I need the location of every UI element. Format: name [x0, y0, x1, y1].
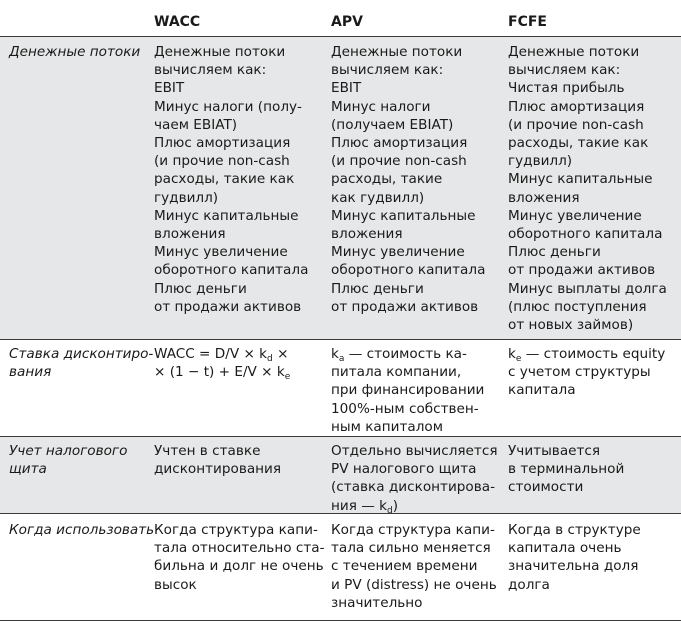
text-line: от новых займов): [508, 317, 634, 334]
subscript: e: [284, 372, 291, 383]
row-label-cash-flows: [9, 43, 140, 61]
cell-discount-rate-fcfe: [508, 345, 665, 400]
label-line: Денежные потоки: [9, 44, 141, 60]
label-line: Когда использовать: [9, 522, 155, 538]
formula-text: × (1 − t) + E/V × k: [154, 364, 285, 381]
formula-text: k: [508, 346, 516, 362]
text-line: Минус капитальные: [508, 171, 653, 188]
label-line: вания: [9, 364, 52, 381]
text-line: бильна и долг не очень: [154, 558, 324, 575]
formula-line: [154, 363, 290, 381]
cell-cash-flows-apv: [331, 43, 485, 316]
cell-when-to-use-wacc: [154, 521, 324, 594]
text-line: [331, 345, 484, 363]
text-line: (плюс поступления: [508, 298, 647, 315]
text-line: Когда в структуре: [508, 522, 641, 538]
formula-text: — стоимость ка-: [344, 346, 467, 362]
text-line: Денежные потоки: [154, 44, 286, 60]
text-line: при финансировании: [331, 382, 485, 399]
text-line: Плюс амортизация: [331, 135, 468, 152]
text-line: EBIT: [154, 80, 185, 97]
text-line: ным капиталом: [331, 418, 443, 435]
formula-text: ния — k: [331, 497, 388, 514]
formula-text: ): [392, 497, 399, 514]
text-line: расходы, такие: [331, 171, 443, 188]
text-line: (ставка дисконтирова-: [331, 479, 495, 496]
formula-text: — стоимость equity: [521, 346, 666, 362]
text-line: Денежные потоки: [508, 44, 640, 60]
header-fcfe: FCFE: [508, 14, 547, 30]
text-line: питала компании,: [331, 364, 462, 381]
subscript: d: [387, 505, 393, 516]
cell-when-to-use-fcfe: [508, 521, 641, 594]
text-line: Отдельно вычисляется: [331, 443, 498, 459]
text-line: значительно: [331, 594, 423, 611]
text-line: оборотного капитала: [331, 262, 486, 279]
formula-text: k: [331, 346, 339, 362]
text-line: от продажи активов: [508, 262, 656, 279]
formula-text: ×: [272, 346, 289, 362]
text-line: тала сильно меняется: [331, 540, 491, 557]
text-line: [331, 497, 498, 515]
row-label-discount-rate: [9, 345, 153, 381]
label-line: Ставка дисконтиро-: [9, 346, 154, 362]
header-apv: APV: [331, 14, 363, 30]
text-line: Когда структура капи-: [331, 522, 495, 538]
text-line: Минус капитальные: [154, 207, 299, 224]
text-line: капитала: [508, 382, 576, 399]
cell-cash-flows-wacc: [154, 43, 308, 316]
text-line: Плюс деньги: [154, 280, 247, 297]
label-line: Учет налогового: [9, 443, 128, 459]
text-line: стоимости: [508, 479, 584, 496]
text-line: вложения: [154, 226, 226, 243]
cell-discount-rate-wacc: [154, 345, 290, 381]
rule-after-cash-flows: [0, 339, 681, 340]
text-line: дисконтирования: [154, 461, 282, 478]
text-line: PV налогового щита: [331, 461, 477, 478]
text-line: Минус налоги: [331, 98, 431, 115]
text-line: значительна доля: [508, 558, 639, 575]
text-line: и PV (distress) не очень: [331, 576, 497, 593]
text-line: Минус капитальные: [331, 207, 476, 224]
text-line: Учтен в ставке: [154, 443, 261, 459]
text-line: (и прочие non-cash: [331, 153, 467, 170]
text-line: оборотного капитала: [508, 226, 663, 243]
text-line: от продажи активов: [331, 298, 479, 315]
text-line: вычисляем как:: [331, 62, 444, 79]
text-line: Плюс амортизация: [508, 98, 645, 115]
text-line: долга: [508, 576, 550, 593]
formula-text: WACC = D/V × k: [154, 346, 268, 362]
rule-bottom: [0, 620, 681, 621]
rule-after-discount-rate: [0, 436, 681, 437]
text-line: вложения: [508, 189, 580, 206]
row-label-when-to-use: [9, 521, 154, 539]
text-line: вычисляем как:: [508, 62, 621, 79]
text-line: Минус увеличение: [331, 244, 465, 261]
subscript: e: [515, 354, 522, 364]
text-line: вложения: [331, 226, 403, 243]
subscript: d: [267, 354, 273, 364]
header-wacc: WACC: [154, 14, 201, 30]
text-line: (получаем EBIAT): [331, 116, 454, 133]
text-line: с учетом структуры: [508, 364, 651, 381]
text-line: капитала очень: [508, 540, 622, 557]
text-line: тала относительно ста-: [154, 540, 325, 557]
text-line: Минус выплаты долга: [508, 280, 667, 297]
text-line: вычисляем как:: [154, 62, 267, 79]
text-line: Плюс деньги: [331, 280, 424, 297]
formula-line: [154, 345, 290, 363]
rule-top: [0, 36, 681, 37]
text-line: Минус налоги (полу-: [154, 98, 302, 115]
text-line: [508, 345, 665, 363]
cell-when-to-use-apv: [331, 521, 497, 612]
text-line: чаем EBIAT): [154, 116, 238, 133]
text-line: EBIT: [331, 80, 362, 97]
text-line: Минус увеличение: [154, 244, 288, 261]
text-line: гудвилл): [154, 189, 219, 206]
cell-tax-shield-wacc: [154, 442, 281, 478]
text-line: гудвилл): [508, 153, 573, 170]
text-line: 100%-ным собствен-: [331, 400, 479, 417]
label-line: щита: [9, 461, 47, 478]
text-line: расходы, такие как: [154, 171, 295, 188]
text-line: Денежные потоки: [331, 44, 463, 60]
subscript: a: [338, 354, 345, 364]
text-line: Минус увеличение: [508, 207, 642, 224]
text-line: (и прочие non-cash: [154, 153, 290, 170]
text-line: Когда структура капи-: [154, 522, 318, 538]
text-line: высок: [154, 576, 197, 593]
text-line: в терминальной: [508, 461, 625, 478]
text-line: с течением времени: [331, 558, 478, 575]
text-line: как гудвилл): [331, 189, 425, 206]
row-label-tax-shield: [9, 442, 127, 478]
cell-cash-flows-fcfe: [508, 43, 667, 334]
text-line: Учитывается: [508, 443, 601, 459]
text-line: (и прочие non-cash: [508, 116, 644, 133]
text-line: Плюс деньги: [508, 244, 601, 261]
text-line: Чистая прибыль: [508, 80, 625, 97]
cell-discount-rate-apv: [331, 345, 484, 436]
text-line: оборотного капитала: [154, 262, 309, 279]
cell-tax-shield-apv: [331, 442, 498, 515]
text-line: от продажи активов: [154, 298, 302, 315]
text-line: Плюс амортизация: [154, 135, 291, 152]
cell-tax-shield-fcfe: [508, 442, 624, 497]
text-line: расходы, такие как: [508, 135, 649, 152]
